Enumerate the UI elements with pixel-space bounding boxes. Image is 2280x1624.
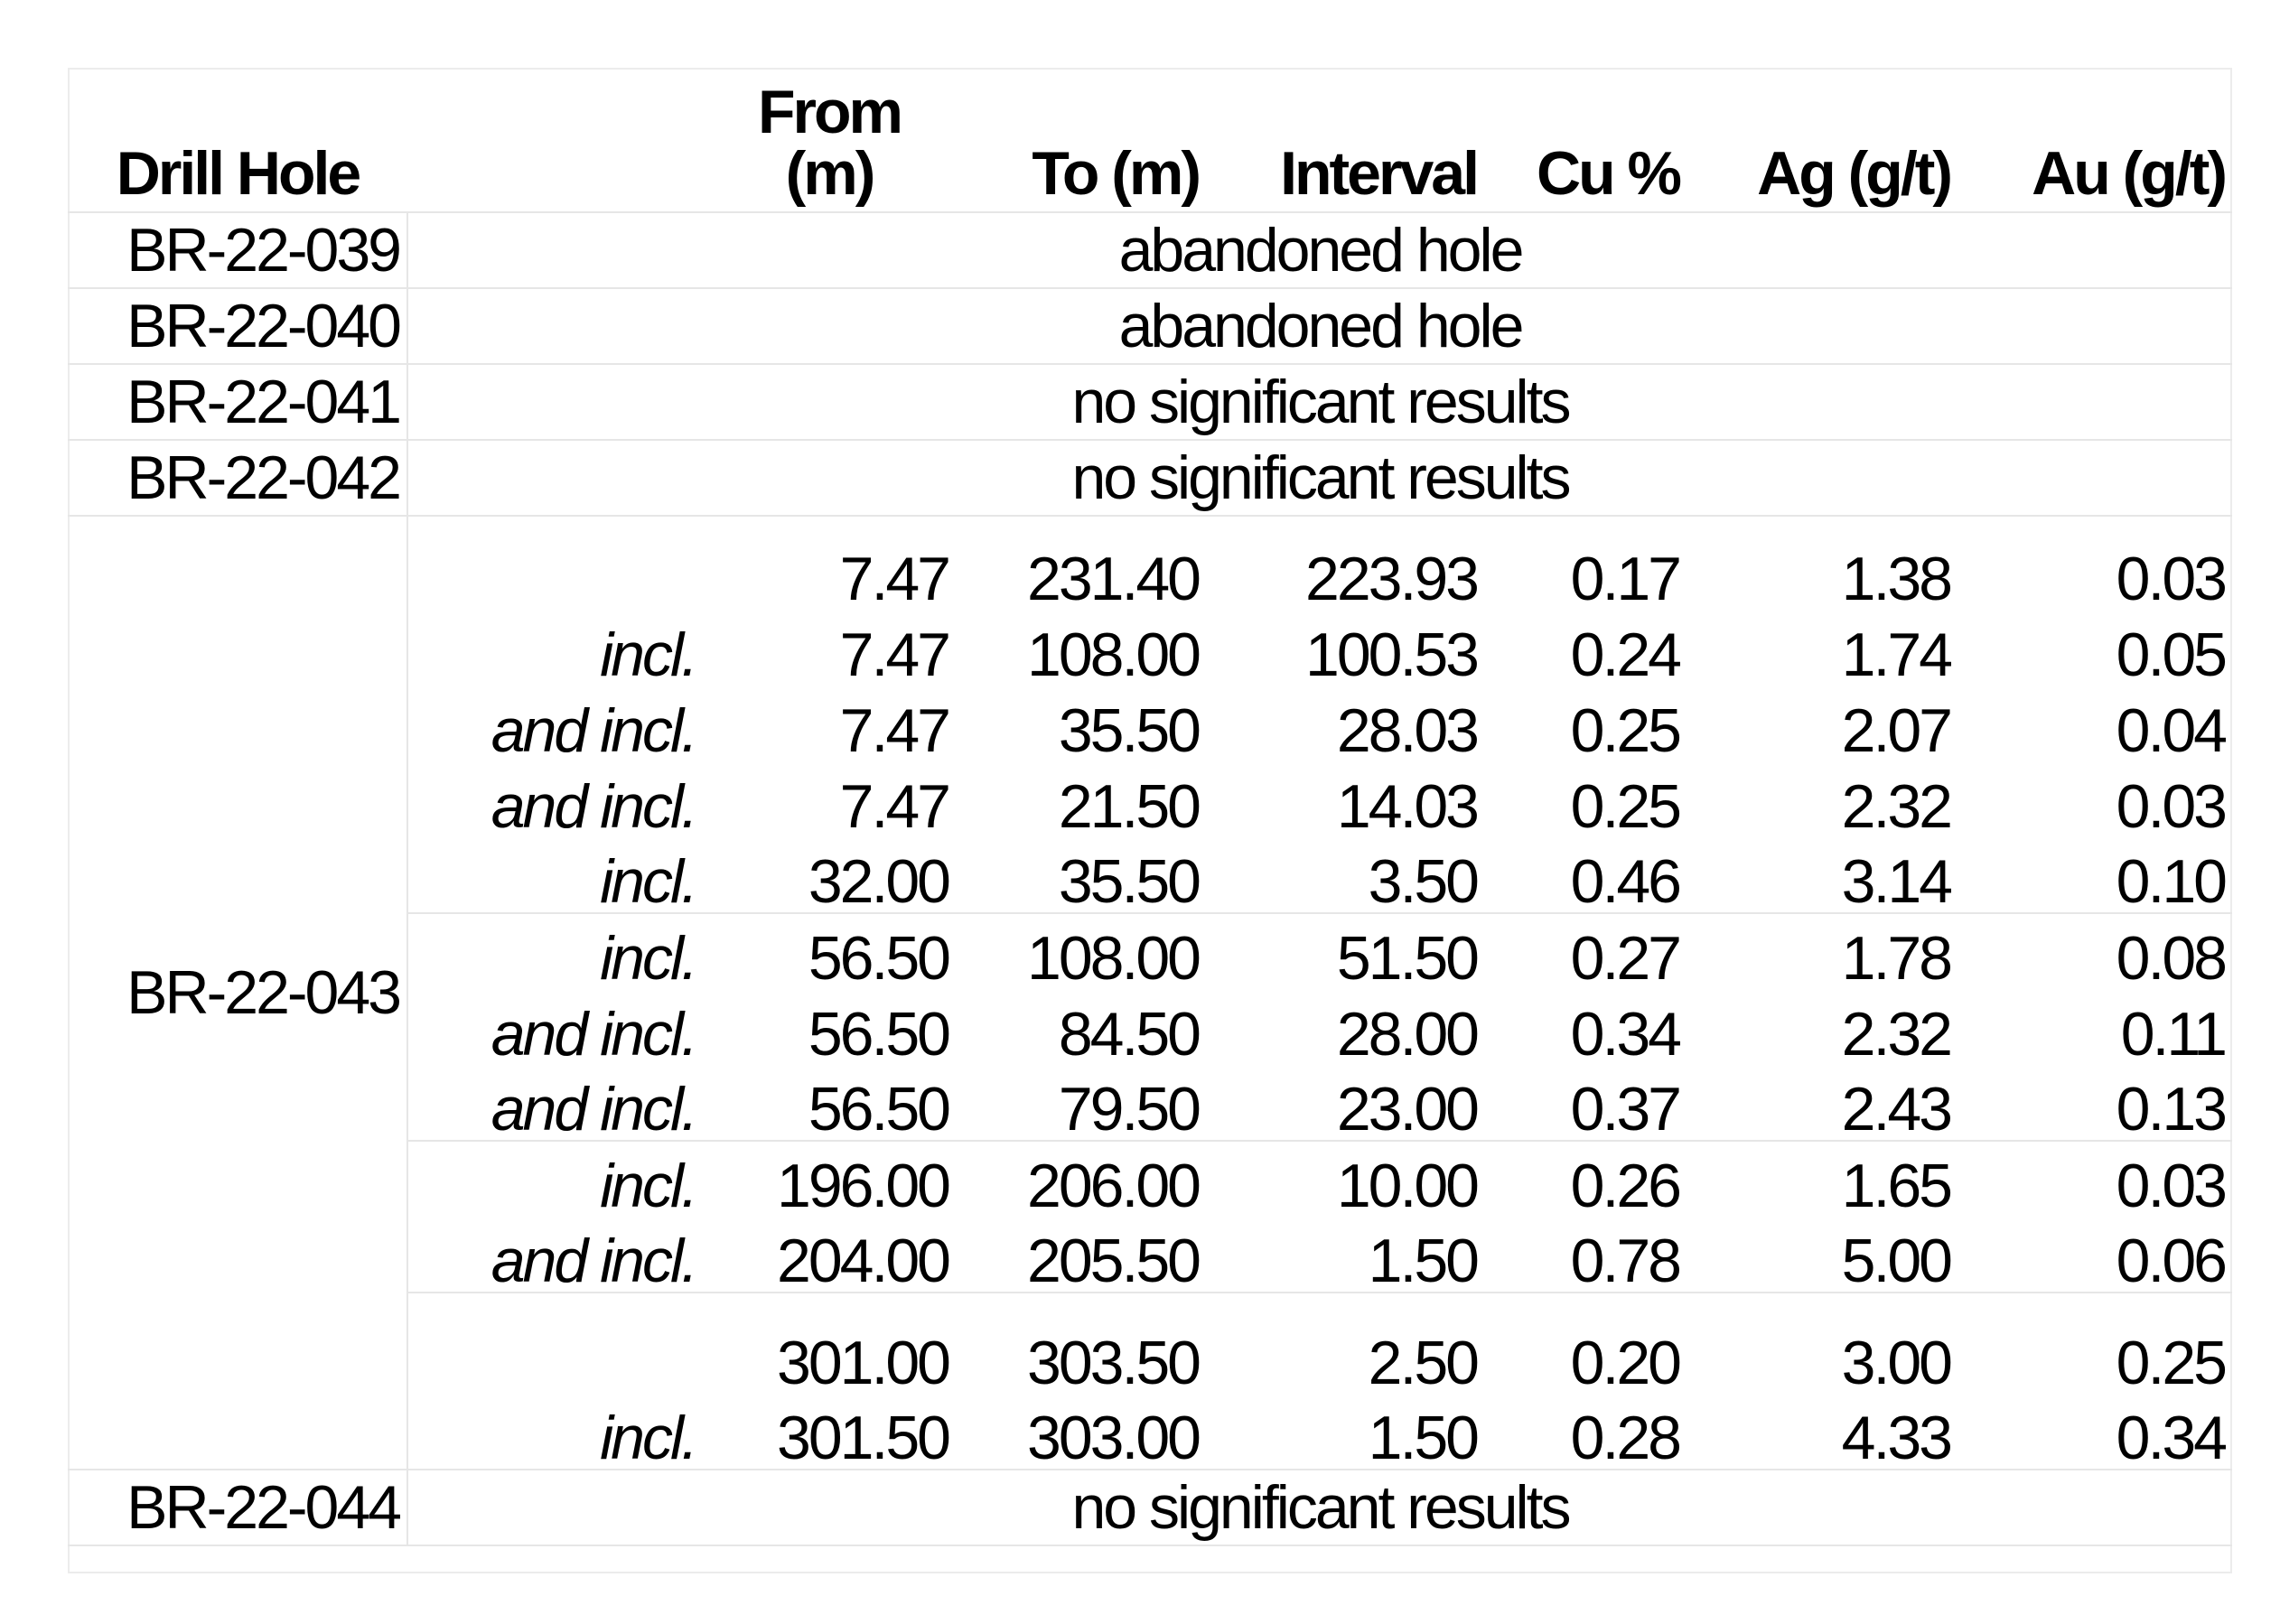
table-row [68,288,2232,364]
interval-cell: 10.00 [1336,1152,1477,1220]
table-header [68,68,2232,212]
to-cell: 303.00 [956,1394,1206,1470]
header-interval: Interval [1206,68,1484,212]
from-cell: 196.00 [777,1152,948,1220]
au-cell: 0.03 [2116,772,2225,841]
ag-cell: 1.78 [1841,924,1950,993]
qualifier-cell: incl. [600,621,696,689]
to-cell: 79.50 [956,1065,1206,1141]
qualifier-cell: and incl. [407,1065,703,1141]
header-qualifier [407,68,703,212]
result-note: abandoned hole [407,212,2232,288]
from-cell: 56.50 [808,924,948,993]
ag-cell: 1.65 [1841,1152,1950,1220]
au-cell: 0.06 [1958,1217,2232,1293]
drill-hole-id: BR-22-042 [68,440,407,516]
au-cell: 0.10 [1958,837,2232,913]
to-cell: 84.50 [1058,1000,1199,1069]
au-cell: 0.11 [2120,1000,2225,1069]
from-cell: 7.47 [839,621,948,689]
drill-hole-id: BR-22-044 [68,1470,407,1545]
ag-cell: 1.74 [1841,621,1950,689]
qualifier-cell: and incl. [491,696,696,765]
qualifier-cell: and incl. [407,1217,703,1293]
cu-cell: 0.27 [1570,924,1679,993]
qualifier-cell: incl. [600,924,696,993]
qualifier-cell [407,1293,703,1394]
result-note: no significant results [407,364,2232,440]
to-cell: 108.00 [1027,621,1199,689]
to-cell: 108.00 [1027,924,1199,993]
cu-cell: 0.24 [1570,621,1679,689]
drill-hole-id: BR-22-040 [68,288,407,364]
cu-cell: 0.28 [1484,1394,1687,1470]
ag-cell: 4.33 [1687,1394,1958,1470]
result-note: abandoned hole [407,288,2232,364]
au-cell: 0.25 [2116,1329,2225,1397]
from-cell: 204.00 [703,1217,956,1293]
table-row [68,364,2232,440]
interval-cell: 100.53 [1305,621,1477,689]
to-cell: 35.50 [956,837,1206,913]
qualifier-cell: incl. [407,1394,703,1470]
qualifier-cell: and incl. [491,772,696,841]
header-drill-hole: Drill Hole [68,68,407,212]
drill-hole-id: BR-22-039 [68,212,407,288]
cu-cell: 0.34 [1570,1000,1679,1069]
from-cell: 56.50 [808,1000,948,1069]
to-cell: 35.50 [1058,696,1199,765]
drill-results-table [68,68,2232,1546]
from-cell: 7.47 [839,545,948,613]
interval-cell: 28.03 [1336,696,1477,765]
to-cell: 206.00 [1027,1152,1199,1220]
cu-cell: 0.17 [1570,545,1679,613]
au-cell: 0.03 [2116,545,2225,613]
au-cell: 0.04 [2116,696,2225,765]
ag-cell: 3.14 [1687,837,1958,913]
table-body [68,212,2232,1545]
to-cell: 21.50 [1058,772,1199,841]
qualifier-cell: and incl. [491,1000,696,1069]
header-from-line2: (m) [785,139,874,208]
cu-cell: 0.25 [1570,772,1679,841]
header-to: To (m) [956,68,1206,212]
drill-hole-id: BR-22-043 [68,516,407,1470]
table-row [68,516,2232,610]
ag-cell: 2.07 [1841,696,1950,765]
header-au: Au (g/t) [1958,68,2232,212]
au-cell: 0.13 [1958,1065,2232,1141]
interval-cell: 1.50 [1206,1217,1484,1293]
from-cell: 7.47 [839,696,948,765]
interval-cell: 223.93 [1305,545,1477,613]
ag-cell: 2.32 [1841,1000,1950,1069]
interval-cell: 1.50 [1206,1394,1484,1470]
to-cell: 231.40 [1027,545,1199,613]
from-cell: 56.50 [703,1065,956,1141]
qualifier-cell [407,516,703,610]
interval-cell: 23.00 [1206,1065,1484,1141]
cu-cell: 0.20 [1570,1329,1679,1397]
result-note: no significant results [407,440,2232,516]
cu-cell: 0.37 [1484,1065,1687,1141]
au-cell: 0.08 [2116,924,2225,993]
interval-cell: 51.50 [1336,924,1477,993]
from-cell: 7.47 [839,772,948,841]
table-row [68,1470,2232,1545]
cu-cell: 0.25 [1570,696,1679,765]
header-ag: Ag (g/t) [1687,68,1958,212]
from-cell: 301.50 [703,1394,956,1470]
header-from-line1: From [758,78,901,146]
drill-hole-id: BR-22-041 [68,364,407,440]
header-from [703,68,956,212]
table-row [68,440,2232,516]
qualifier-cell: incl. [600,1152,696,1220]
qualifier-cell: incl. [407,837,703,913]
header-cu: Cu % [1484,68,1687,212]
ag-cell: 1.38 [1841,545,1950,613]
interval-cell: 14.03 [1336,772,1477,841]
ag-cell: 3.00 [1841,1329,1950,1397]
interval-cell: 28.00 [1336,1000,1477,1069]
result-note: no significant results [407,1470,2232,1545]
table-row [68,212,2232,288]
au-cell: 0.03 [2116,1152,2225,1220]
cu-cell: 0.78 [1484,1217,1687,1293]
ag-cell: 2.32 [1841,772,1950,841]
from-cell: 32.00 [703,837,956,913]
ag-cell: 5.00 [1687,1217,1958,1293]
from-cell: 301.00 [777,1329,948,1397]
ag-cell: 2.43 [1687,1065,1958,1141]
cu-cell: 0.26 [1570,1152,1679,1220]
interval-cell: 2.50 [1368,1329,1477,1397]
au-cell: 0.34 [1958,1394,2232,1470]
au-cell: 0.05 [2116,621,2225,689]
to-cell: 303.50 [1027,1329,1199,1397]
interval-cell: 3.50 [1206,837,1484,913]
to-cell: 205.50 [956,1217,1206,1293]
cu-cell: 0.46 [1484,837,1687,913]
